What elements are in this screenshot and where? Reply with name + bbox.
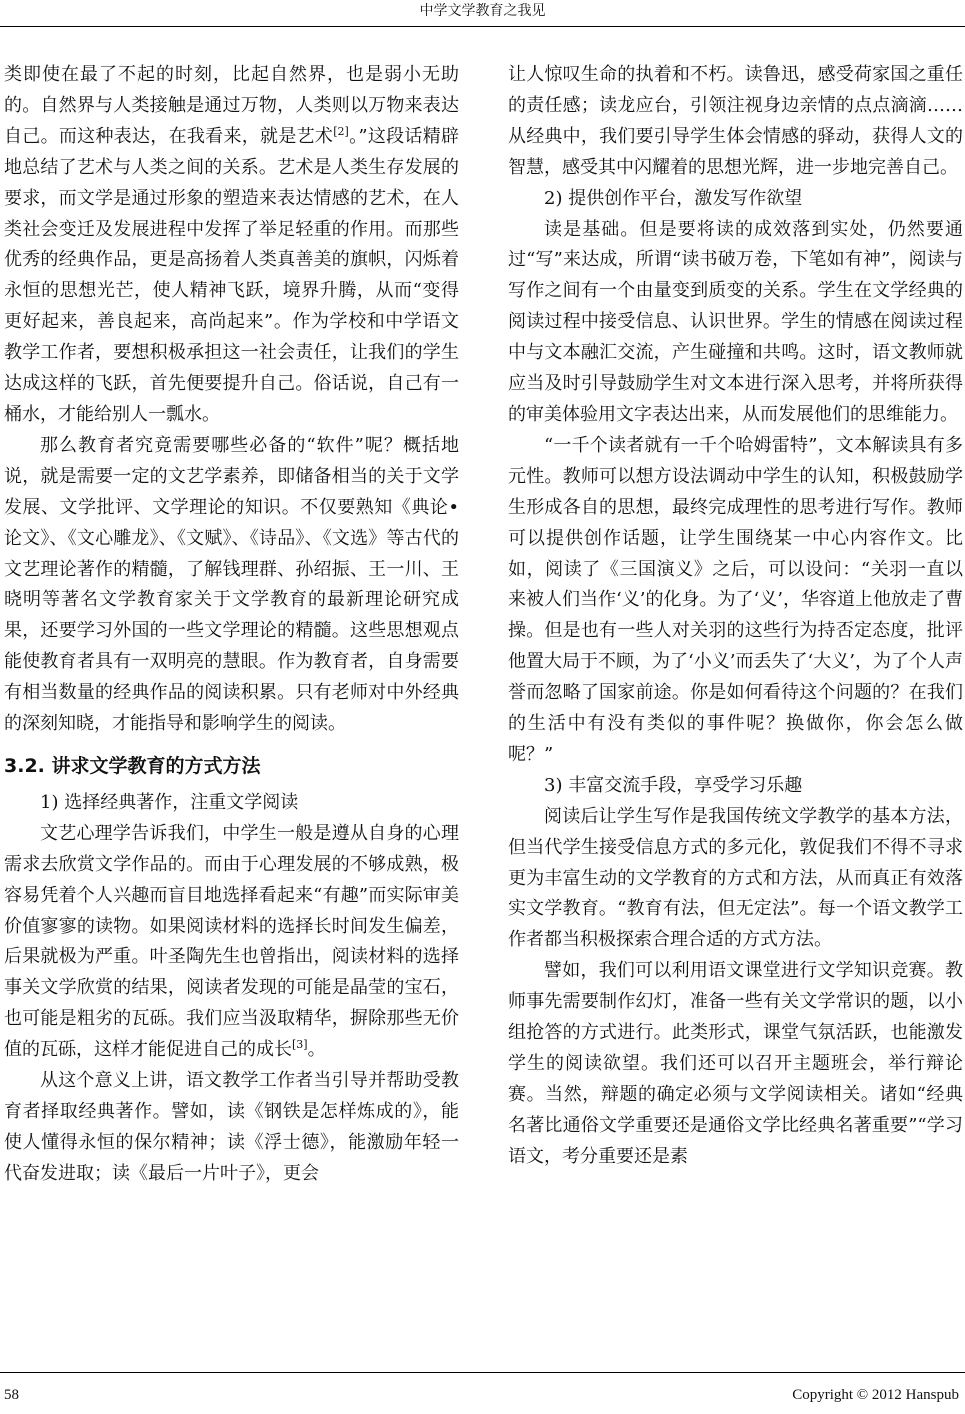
citation-ref[interactable]: [3] [292,1038,308,1052]
subsection-title: 3) 丰富交流手段，享受学习乐趣 [544,774,803,796]
right-column [508,60,963,1173]
paragraph: 类即使在最了不起的时刻，比起自然界，也是弱小无助的。自然界与人类接触是通过万物，人类则以万物来表达自己。而这种表达，在我看来，就是艺术[2]。”这段话精辟地总结了艺术与人类之间的关系。艺术是人类生存发展的要求，而文学是通过形象的塑造来表达情感的艺术，在人类社会变迁及发展进程中发挥了举足轻重的作用。而那些优秀的经典作品，更是高扬着人类真善美的旗帜，闪烁着永恒的思想光芒，使人精神飞跃，境界升腾，从而“变得更好起来，善良起来，高尚起来”。作为学校和中学语文教学工作者，要想积极承担这一社会责任，让我们的学生达成这样的飞跃，首先便要提升自己。俗话说，自己有一桶水，才能给别人一瓢水。 [4,64,459,425]
copyright-notice: Copyright © 2012 Hanspub [792,1387,959,1403]
left-column [4,60,459,1190]
subsection-title: 1) 选择经典著作，注重文学阅读 [40,791,299,813]
paragraph: “一千个读者就有一千个哈姆雷特”，文本解读具有多元性。教师可以想方设法调动中学生的认知，积极鼓励学生形成各自的思想，最终完成理性的思考进行写作。教师可以提供创作话题，让学生围绕某一中心内容作文。比如，阅读了《三国演义》之后，可以设问：“关羽一直以来被人们当作‘义’的化身。为了‘义’，华容道上他放走了曹操。但是也有一些人对关羽的这些行为持否定态度，批评他置大局于不顾，为了‘小义’而丢失了‘大义’，为了个人声誉而忽略了国家前途。你是如何看待这个问题的？在我们的生活中有没有类似的事件呢？换做你，你会怎么做呢？” [508,434,963,765]
section-heading: 3.2. 讲求文学教育的方式方法 [4,754,261,777]
page-number: 58 [4,1387,19,1403]
paragraph: 文艺心理学告诉我们，中学生一般是遵从自身的心理需求去欣赏文学作品的。而由于心理发展的不够成熟，极容易凭着个人兴趣而盲目地选择看起来“有趣”而实际审美价值寥寥的读物。如果阅读材料的选择长时间发生偏差，后果就极为严重。叶圣陶先生也曾指出，阅读材料的选择事关文学欣赏的结果，阅读者发现的可能是晶莹的宝石，也可能是粗劣的瓦砾。我们应当汲取精华，摒除那些无价值的瓦砾，这样才能促进自己的成长[3]。 [4,822,459,1061]
header-rule [0,26,965,27]
paragraph: 从这个意义上讲，语文教学工作者当引导并帮助受教育者择取经典著作。譬如，读《钢铁是怎样炼成的》，能使人懂得永恒的保尔精神；读《浮士德》，能激励年轻一代奋发进取；读《最后一片叶子》，更会 [4,1070,459,1184]
footer-rule [0,1372,965,1373]
paragraph: 譬如，我们可以利用语文课堂进行文学知识竞赛。教师事先需要制作幻灯，准备一些有关文学常识的题，以小组抢答的方式进行。此类形式，课堂气氛活跃，也能激发学生的阅读欲望。我们还可以召开主题班会，举行辩论赛。当然，辩题的确定必须与文学阅读相关。诸如“经典名著比通俗文学重要还是通俗文学比经典名著重要”“学习语文，考分重要还是素 [508,960,963,1167]
subsection-title: 2) 提供创作平台，激发写作欲望 [544,187,803,209]
running-header: 中学文学教育之我见 [419,3,546,19]
paragraph: 阅读后让学生写作是我国传统文学教学的基本方法，但当代学生接受信息方式的多元化，敦促我们不得不寻求更为丰富生动的文学教育的方式和方法，从而真正有效落实文学教育。“教育有法，但无定法”。每一个语文教学工作者都当积极探索合理合适的方式方法。 [508,805,963,951]
citation-ref[interactable]: [2] [333,124,349,138]
paragraph: 那么教育者究竟需要哪些必备的“软件”呢？概括地说，就是需要一定的文艺学素养，即储备相当的关于文学发展、文学批评、文学理论的知识。不仅要熟知《典论•论文》、《文心雕龙》、《文赋》、《诗品》、《文选》等古代的文艺理论著作的精髓，了解钱理群、孙绍振、王一川、王晓明等著名文学教育家关于文学教育的最新理论研究成果，还要学习外国的一些文学理论的精髓。这些思想观点能使教育者具有一双明亮的慧眼。作为教育者，自身需要有相当数量的经典作品的阅读积累。只有老师对中外经典的深刻知晓，才能指导和影响学生的阅读。 [4,434,459,735]
paragraph: 让人惊叹生命的执着和不朽。读鲁迅，感受荷家国之重任的责任感；读龙应台，引领注视身边亲情的点点滴滴……从经典中，我们要引导学生体会情感的驿动，获得人文的智慧，感受其中闪耀着的思想光辉，进一步地完善自己。 [508,64,963,178]
paragraph: 读是基础。但是要将读的成效落到实处，仍然要通过“写”来达成，所谓“读书破万卷，下笔如有神”，阅读与写作之间有一个由量变到质变的关系。学生在文学经典的阅读过程中接受信息、认识世界。学生的情感在阅读过程中与文本融汇交流，产生碰撞和共鸣。这时，语文教师就应当及时引导鼓励学生对文本进行深入思考，并将所获得的审美体验用文字表达出来，从而发展他们的思维能力。 [508,218,963,425]
